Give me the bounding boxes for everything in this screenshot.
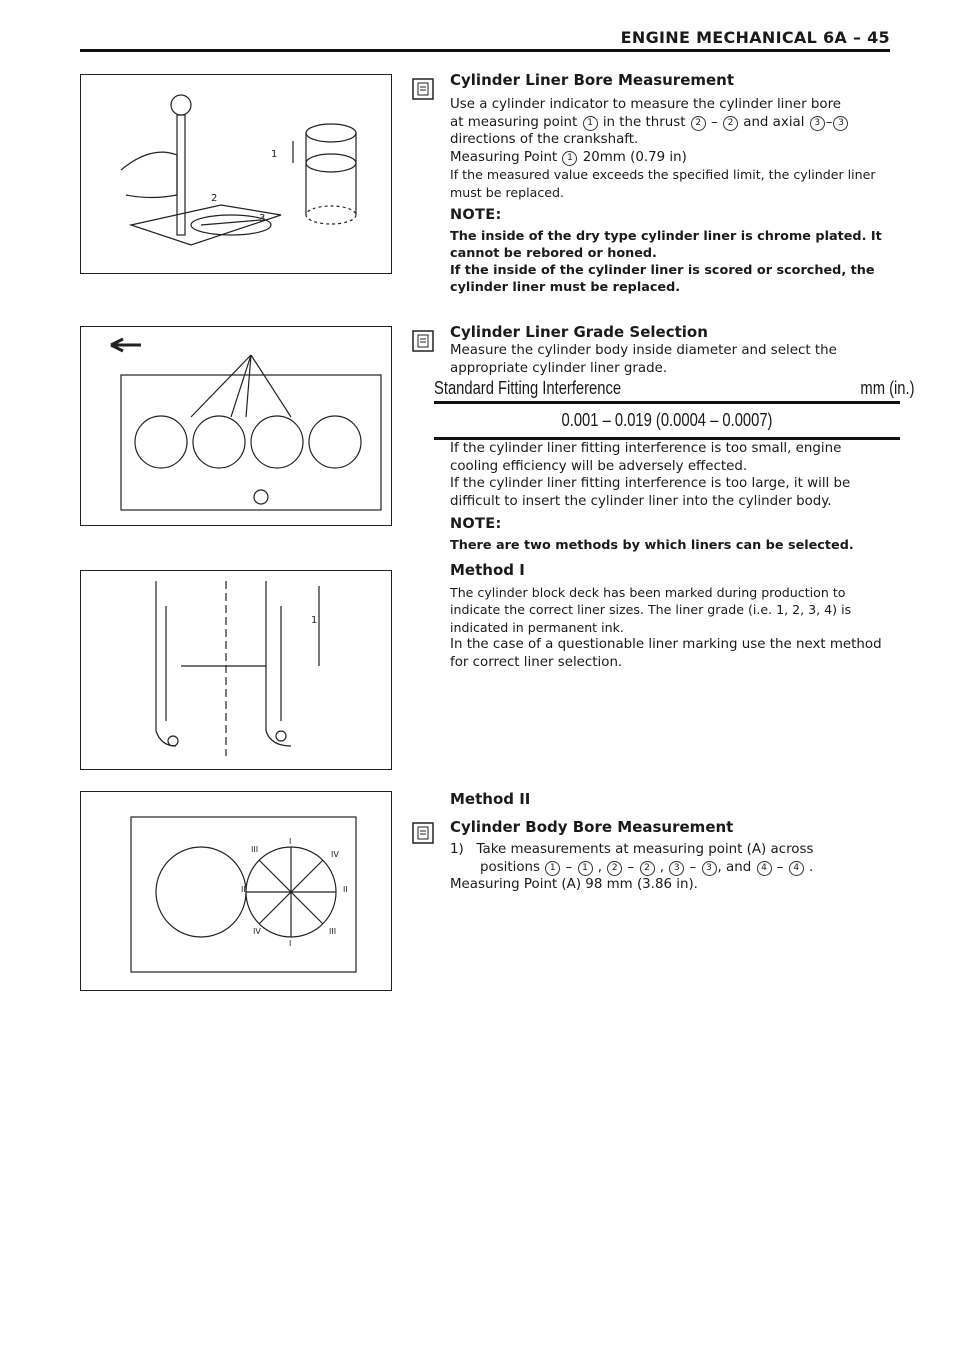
- bore-mark-ii: II: [343, 885, 348, 894]
- spec-header: [434, 378, 915, 399]
- method-title: Method I: [450, 560, 525, 579]
- spec-unit: mm (in.): [860, 378, 915, 398]
- liner-section-drawing: [81, 571, 391, 769]
- service-manual-icon: [412, 822, 434, 844]
- note-label: NOTE:: [450, 516, 502, 532]
- note-text: There are two methods by which liners can be selected.: [450, 537, 854, 553]
- step-positions: positions 1 – 1 , 2 – 2 , 3 – 3 , and 4 – 4 .: [480, 859, 814, 875]
- section-title: Cylinder Liner Grade Selection: [450, 323, 708, 341]
- section-liner-grade: [450, 322, 882, 377]
- spec-title: Standard Fitting Interference: [434, 378, 622, 398]
- spec-rule: [434, 401, 900, 404]
- bore-mark-iii: III: [251, 845, 259, 854]
- header-rule: [80, 49, 890, 52]
- note-text: If the inside of the cylinder liner is scored or scorched, the cylinder liner must be replaced.: [450, 262, 875, 295]
- section-title: Cylinder Liner Bore Measurement: [450, 71, 735, 89]
- method-title: Method II: [450, 790, 531, 808]
- paragraph: at measuring point 1 in the thrust 2 – 2 and axial 3 – 3: [450, 114, 882, 132]
- service-manual-icon: [412, 78, 434, 100]
- spec-value: 0.001 – 0.019 (0.0004 – 0.0007): [561, 410, 773, 430]
- bore-mark-i: I: [289, 939, 292, 948]
- measuring-point: Measuring Point 1 20mm (0.79 in): [450, 149, 687, 165]
- bore-positions-drawing: [81, 792, 391, 990]
- paragraph: Use a cylinder indicator to measure the cylinder liner bore: [450, 97, 842, 112]
- indicator-mark-3: 3: [259, 213, 266, 224]
- cylinder-block-drawing: [81, 327, 391, 525]
- section-liner-grade-cont: [450, 440, 882, 671]
- section-body-bore: [450, 817, 882, 894]
- figure-cylinder-indicator: [80, 74, 392, 274]
- page-title: ENGINE MECHANICAL 6A – 45: [620, 28, 890, 47]
- note-text: The inside of the dry type cylinder liner is chrome plated. It cannot be rebored or honed.: [450, 228, 882, 261]
- paragraph: Measure the cylinder body inside diameter and select the appropriate cylinder liner grade.: [450, 343, 837, 376]
- figure-bore-positions: [80, 791, 392, 991]
- figure-liner-section: [80, 570, 392, 770]
- bore-mark-iv: IV: [331, 850, 339, 859]
- paragraph: If the cylinder liner fitting interference is too small, engine cooling efficiency will be adversely effected.: [450, 441, 842, 474]
- figure-cylinder-block: [80, 326, 392, 526]
- indicator-mark-1: 1: [271, 149, 278, 160]
- cylinder-indicator-drawing: [81, 75, 391, 273]
- section-title: Cylinder Body Bore Measurement: [450, 818, 734, 836]
- spec-table: [434, 378, 915, 440]
- paragraph: In the case of a questionable liner marking use the next method for correct liner selection.: [450, 637, 882, 670]
- service-manual-icon: [412, 330, 434, 352]
- section-method-2: [450, 789, 882, 809]
- note-label: NOTE:: [450, 207, 502, 223]
- liner-mark-1: 1: [311, 615, 318, 626]
- paragraph: If the measured value exceeds the specified limit, the cylinder liner must be replaced.: [450, 167, 876, 200]
- step: 1) Take measurements at measuring point (A) across: [450, 842, 814, 857]
- paragraph: If the cylinder liner fitting interference is too large, it will be difficult to insert the cylinder liner into the cylinder body.: [450, 476, 851, 509]
- bore-mark-iii: III: [329, 927, 337, 936]
- bore-mark-iv: IV: [253, 927, 261, 936]
- page-header: [80, 26, 890, 52]
- indicator-mark-2: 2: [211, 193, 218, 204]
- bore-mark-ii: II: [241, 885, 246, 894]
- bore-mark-i: I: [289, 837, 292, 846]
- paragraph: The cylinder block deck has been marked during production to indicate the correct liner sizes. The liner grade (i.e. 1, 2, 3, 4) is indicated in permanent ink.: [450, 584, 852, 635]
- paragraph: directions of the crankshaft.: [450, 132, 639, 147]
- section-liner-bore: [450, 70, 882, 296]
- measuring-point: Measuring Point (A) 98 mm (3.86 in).: [450, 877, 698, 892]
